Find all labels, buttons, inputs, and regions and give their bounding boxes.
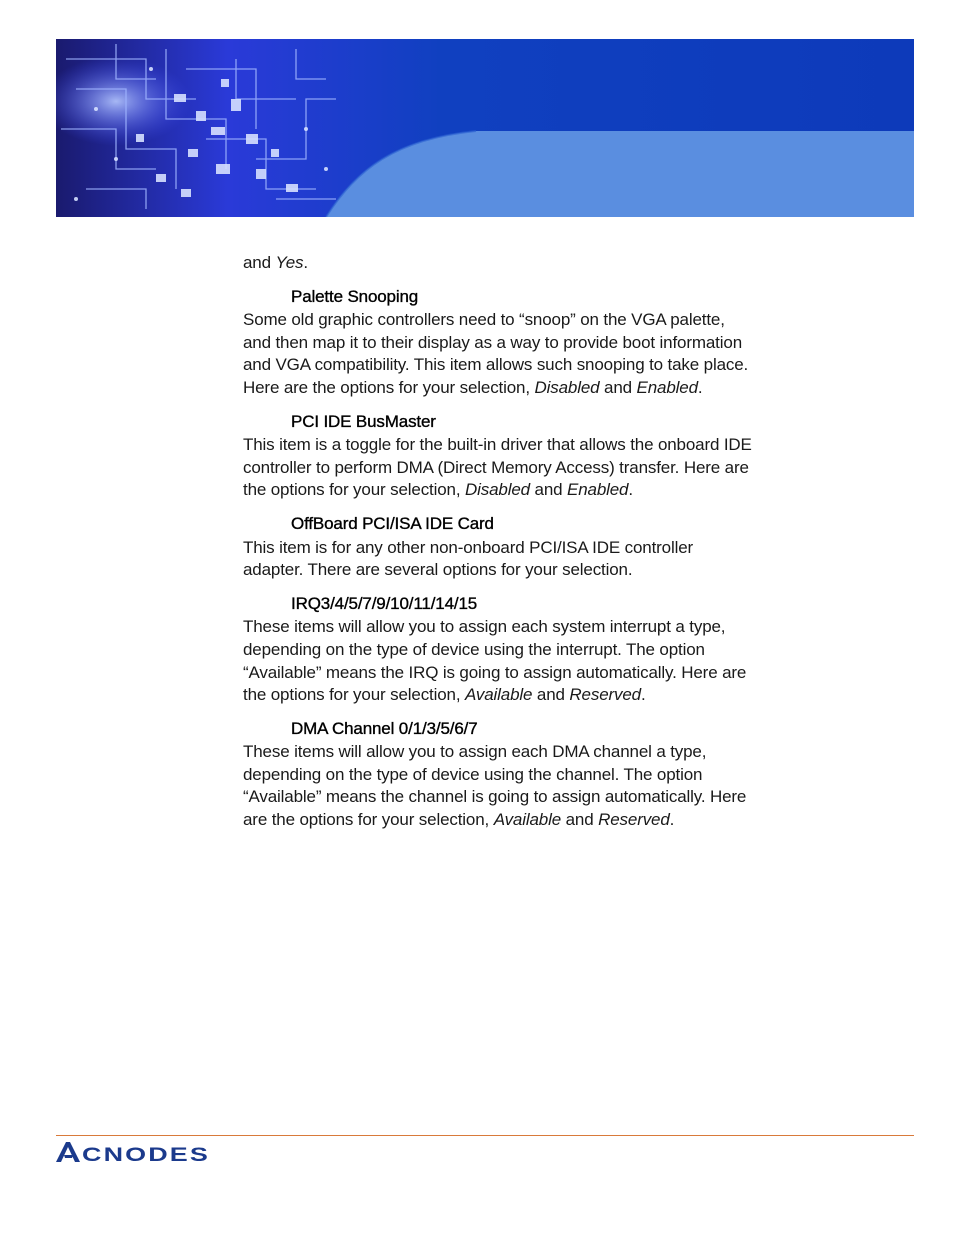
body-text: This item is for any other non-onboard PCI/ISA IDE controller adapter. There are several options for your selection. <box>243 537 694 580</box>
body-end: . <box>669 810 675 830</box>
svg-text:CNODES: CNODES <box>82 1145 210 1164</box>
body-text: These items will allow you to assign each system interrupt a type, depending on the type of device using the interrupt. The option “Available” means the IRQ is going to assign automatically. Here are the options for your selection, <box>243 617 747 705</box>
option-joiner: and <box>561 810 599 830</box>
intro-lead: and <box>243 253 276 272</box>
option-two: Enabled <box>636 377 698 397</box>
option-one: Available <box>493 810 562 830</box>
header-banner <box>56 39 914 217</box>
intro-tail: . <box>303 253 308 272</box>
option-two: Reserved <box>569 685 641 705</box>
section-body <box>243 309 753 399</box>
intro-paragraph <box>243 252 753 275</box>
body-end: . <box>697 377 703 397</box>
option-one: Disabled <box>465 480 530 500</box>
option-one: Available <box>465 685 533 705</box>
option-joiner: and <box>532 685 570 705</box>
section-body <box>243 434 753 502</box>
section-palette-snooping <box>243 286 753 400</box>
section-title: Palette Snooping <box>291 286 419 306</box>
body-end: . <box>628 480 633 500</box>
option-two: Reserved <box>598 810 670 830</box>
section-title: DMA Channel 0/1/3/5/6/7 <box>291 718 478 738</box>
option-joiner: and <box>599 377 637 397</box>
acnodes-logo-graphic <box>56 1140 212 1164</box>
body-text: These items will allow you to assign each DMA channel a type, depending on the type of device using the channel. The option “Available” means the channel is going to assign automatically. Here are the options for your selection, <box>243 742 747 830</box>
footer-divider <box>56 1135 914 1136</box>
section-title: IRQ3/4/5/7/9/10/11/14/15 <box>291 593 478 613</box>
section-irq <box>243 593 753 707</box>
section-offboard-ide-card <box>243 513 753 582</box>
option-one: Disabled <box>534 377 600 397</box>
body-text: This item is a toggle for the built-in driver that allows the onboard IDE controller to perform DMA (Direct Memory Access) transfer. Here are the options for your selection, <box>243 435 752 500</box>
option-two: Enabled <box>567 480 629 500</box>
intro-option: Yes <box>275 253 304 272</box>
circuit-board-banner-image <box>56 39 914 217</box>
section-dma-channel <box>243 718 753 832</box>
section-pci-ide-busmaster <box>243 411 753 502</box>
section-title: OffBoard PCI/ISA IDE Card <box>291 513 494 533</box>
section-body <box>243 741 753 831</box>
section-body <box>243 616 753 706</box>
body-text: Some old graphic controllers need to “snoop” on the VGA palette, and then map it to their display as a way to provide boot information and VGA compatibility. This item allows such snooping to take place. Here are the options for your selection, <box>243 310 749 397</box>
document-body <box>243 252 753 843</box>
section-body <box>243 537 753 582</box>
acnodes-logo <box>56 1140 212 1164</box>
option-joiner: and <box>529 480 568 500</box>
body-end: . <box>640 685 646 705</box>
section-title: PCI IDE BusMaster <box>291 411 436 431</box>
